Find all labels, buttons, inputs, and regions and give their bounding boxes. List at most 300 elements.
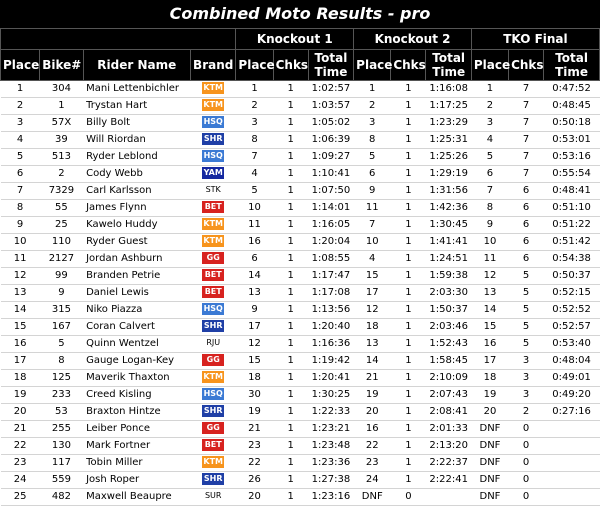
table-row: [1, 149, 600, 166]
table-cell: 25: [40, 217, 83, 234]
table-cell: 8: [1, 200, 40, 217]
table-cell: 16: [471, 336, 508, 353]
table-cell: 21: [236, 421, 273, 438]
table-cell: 0: [509, 438, 544, 455]
brand-badge: SHR: [203, 321, 223, 330]
table-cell: 20: [236, 489, 273, 506]
table-cell: 1:29:19: [426, 166, 471, 183]
table-row: [1, 251, 600, 268]
table-cell: 1: [391, 285, 426, 302]
table-cell: 4: [236, 166, 273, 183]
table-cell: 1: [273, 149, 308, 166]
rider-name: Braxton Hintze: [83, 404, 190, 421]
table-cell: 0:52:57: [544, 319, 600, 336]
table-cell: 0: [509, 421, 544, 438]
table-cell: 1:13:56: [308, 302, 353, 319]
brand-cell: [190, 200, 235, 217]
table-cell: 1:17:47: [308, 268, 353, 285]
table-cell: 17: [354, 285, 391, 302]
table-cell: 57X: [40, 115, 83, 132]
rider-name: Niko Piazza: [83, 302, 190, 319]
brand-cell: [190, 251, 235, 268]
table-cell: 15: [471, 319, 508, 336]
table-cell: 6: [509, 183, 544, 200]
table-cell: 18: [471, 370, 508, 387]
brand-badge: GG: [202, 422, 224, 434]
table-cell: 5: [354, 149, 391, 166]
brand-badge: BET: [202, 439, 224, 451]
table-cell: DNF: [471, 489, 508, 506]
table-cell: 6: [509, 217, 544, 234]
table-cell: 233: [40, 387, 83, 404]
rider-name: Jordan Ashburn: [83, 251, 190, 268]
table-cell: 304: [40, 81, 83, 98]
table-cell: 130: [40, 438, 83, 455]
table-cell: 2:13:20: [426, 438, 471, 455]
table-cell: 1:42:36: [426, 200, 471, 217]
brand-cell: [190, 234, 235, 251]
table-cell: 1: [273, 438, 308, 455]
brand-cell: [190, 183, 235, 200]
rider-name: Josh Roper: [83, 472, 190, 489]
table-cell: 53: [40, 404, 83, 421]
table-cell: 5: [509, 319, 544, 336]
table-cell: 1: [391, 251, 426, 268]
table-cell: 1:50:37: [426, 302, 471, 319]
brand-badge: SHR: [203, 134, 223, 143]
table-cell: 1:14:01: [308, 200, 353, 217]
table-row: [1, 234, 600, 251]
table-cell: 19: [354, 387, 391, 404]
table-cell: 19: [236, 404, 273, 421]
table-cell: 11: [354, 200, 391, 217]
table-row: [1, 200, 600, 217]
table-cell: 1:06:39: [308, 132, 353, 149]
table-cell: 1: [391, 370, 426, 387]
table-cell: 1: [391, 98, 426, 115]
table-cell: 1: [273, 421, 308, 438]
brand-badge: KTM: [203, 100, 224, 109]
table-cell: 5: [471, 149, 508, 166]
table-cell: 7: [509, 115, 544, 132]
rider-name: Coran Calvert: [83, 319, 190, 336]
table-cell: 5: [509, 268, 544, 285]
table-cell: 167: [40, 319, 83, 336]
brand-cell: [190, 98, 235, 115]
table-cell: 7: [509, 166, 544, 183]
table-cell: 1: [273, 132, 308, 149]
page-title: Combined Moto Results - pro: [0, 0, 600, 28]
table-cell: 23: [1, 455, 40, 472]
table-cell: 13: [236, 285, 273, 302]
table-cell: 16: [1, 336, 40, 353]
table-cell: 0:49:01: [544, 370, 600, 387]
brand-cell: [190, 421, 235, 438]
table-cell: 20: [1, 404, 40, 421]
table-cell: 1: [273, 353, 308, 370]
table-cell: 10: [354, 234, 391, 251]
column-header: Place: [354, 50, 391, 81]
table-row: [1, 115, 600, 132]
table-cell: 0: [391, 489, 426, 506]
table-cell: 1:03:57: [308, 98, 353, 115]
rider-name: Creed Kisling: [83, 387, 190, 404]
table-row: [1, 81, 600, 98]
table-cell: 1:16:36: [308, 336, 353, 353]
rider-name: Trystan Hart: [83, 98, 190, 115]
table-cell: 23: [354, 455, 391, 472]
brand-cell: [190, 319, 235, 336]
table-cell: 1: [391, 149, 426, 166]
brand-cell: [190, 370, 235, 387]
table-cell: 1: [391, 200, 426, 217]
brand-badge: YAM: [203, 168, 223, 177]
column-header: Bike#: [40, 50, 83, 81]
table-cell: 0:48:45: [544, 98, 600, 115]
table-cell: 1: [273, 370, 308, 387]
table-cell: 2: [1, 98, 40, 115]
table-cell: 1: [391, 387, 426, 404]
table-cell: 99: [40, 268, 83, 285]
rider-name: Carl Karlsson: [83, 183, 190, 200]
table-cell: 1:23:21: [308, 421, 353, 438]
brand-cell: [190, 353, 235, 370]
column-header: Total Time: [426, 50, 471, 81]
rider-name: Cody Webb: [83, 166, 190, 183]
table-cell: 6: [236, 251, 273, 268]
brand-cell: [190, 217, 235, 234]
table-cell: 1: [391, 183, 426, 200]
table-cell: 7329: [40, 183, 83, 200]
brand-cell: [190, 387, 235, 404]
table-cell: 3: [509, 387, 544, 404]
brand-badge: HSQ: [203, 151, 223, 160]
table-cell: 15: [354, 268, 391, 285]
table-cell: 1: [273, 251, 308, 268]
brand-badge: STK: [205, 185, 221, 194]
table-cell: 8: [236, 132, 273, 149]
table-cell: 2127: [40, 251, 83, 268]
table-cell: 2: [236, 98, 273, 115]
table-cell: 3: [1, 115, 40, 132]
table-cell: 14: [1, 302, 40, 319]
table-cell: 13: [471, 285, 508, 302]
column-header: Total Time: [544, 50, 600, 81]
brand-cell: [190, 336, 235, 353]
table-cell: 0:53:40: [544, 336, 600, 353]
brand-badge: BET: [202, 286, 224, 298]
column-header: Place: [236, 50, 273, 81]
table-cell: 1: [273, 98, 308, 115]
table-cell: 1:52:43: [426, 336, 471, 353]
brand-badge: KTM: [203, 457, 224, 466]
brand-badge: SUR: [204, 491, 222, 500]
table-cell: 23: [236, 438, 273, 455]
table-cell: 1: [273, 319, 308, 336]
brand-badge: KTM: [203, 83, 224, 92]
table-cell: 7: [471, 183, 508, 200]
rider-name: Leiber Ponce: [83, 421, 190, 438]
table-row: [1, 302, 600, 319]
table-cell: 1: [1, 81, 40, 98]
table-row: [1, 353, 600, 370]
table-row: [1, 387, 600, 404]
table-cell: 0:48:41: [544, 183, 600, 200]
table-cell: 18: [236, 370, 273, 387]
brand-cell: [190, 166, 235, 183]
table-cell: 1:30:45: [426, 217, 471, 234]
table-cell: 0:49:20: [544, 387, 600, 404]
group-spacer: [1, 29, 236, 50]
column-header: Chks: [391, 50, 426, 81]
table-cell: 1: [391, 353, 426, 370]
brand-badge: HSQ: [203, 389, 223, 398]
table-cell: 12: [1, 268, 40, 285]
table-cell: 16: [236, 234, 273, 251]
brand-cell: [190, 489, 235, 506]
column-header: Brand: [190, 50, 235, 81]
table-row: [1, 183, 600, 200]
brand-badge: KTM: [203, 236, 224, 245]
table-cell: 1: [391, 472, 426, 489]
table-row: [1, 370, 600, 387]
table-cell: 1: [273, 489, 308, 506]
table-cell: 0:27:16: [544, 404, 600, 421]
table-cell: 1:05:02: [308, 115, 353, 132]
table-cell: 6: [509, 251, 544, 268]
table-row: [1, 285, 600, 302]
table-cell: 2:07:43: [426, 387, 471, 404]
table-cell: 11: [236, 217, 273, 234]
column-header: Place: [471, 50, 508, 81]
rider-name: Will Riordan: [83, 132, 190, 149]
table-cell: 1:10:41: [308, 166, 353, 183]
table-cell: 2:08:41: [426, 404, 471, 421]
table-cell: 1:25:26: [426, 149, 471, 166]
rider-name: Quinn Wentzel: [83, 336, 190, 353]
table-cell: 7: [1, 183, 40, 200]
table-cell: 20: [471, 404, 508, 421]
rider-name: Maxwell Beaupre: [83, 489, 190, 506]
table-cell: 14: [354, 353, 391, 370]
table-cell: DNF: [471, 421, 508, 438]
table-cell: 39: [40, 132, 83, 149]
table-cell: 1:20:41: [308, 370, 353, 387]
table-cell: 1:23:36: [308, 455, 353, 472]
table-cell: 1: [391, 115, 426, 132]
brand-badge: HSQ: [203, 304, 223, 313]
table-cell: 18: [354, 319, 391, 336]
table-cell: [544, 455, 600, 472]
table-cell: 15: [1, 319, 40, 336]
table-cell: 7: [236, 149, 273, 166]
table-cell: 18: [1, 370, 40, 387]
table-cell: 55: [40, 200, 83, 217]
table-cell: 2:03:30: [426, 285, 471, 302]
rider-name: Daniel Lewis: [83, 285, 190, 302]
table-cell: 0:50:18: [544, 115, 600, 132]
table-cell: 1:31:56: [426, 183, 471, 200]
brand-badge: HSQ: [203, 117, 223, 126]
table-cell: 1: [471, 81, 508, 98]
table-cell: 0:51:22: [544, 217, 600, 234]
table-cell: 2:03:46: [426, 319, 471, 336]
table-cell: DNF: [471, 455, 508, 472]
brand-cell: [190, 455, 235, 472]
brand-badge: KTM: [203, 219, 224, 228]
table-cell: 3: [354, 115, 391, 132]
table-cell: 1:20:04: [308, 234, 353, 251]
table-cell: 1:09:27: [308, 149, 353, 166]
table-cell: 12: [236, 336, 273, 353]
table-cell: 1: [391, 217, 426, 234]
table-cell: 6: [1, 166, 40, 183]
table-cell: 0:47:52: [544, 81, 600, 98]
table-cell: 1:30:25: [308, 387, 353, 404]
rider-name: Gauge Logan-Key: [83, 353, 190, 370]
table-row: [1, 319, 600, 336]
table-cell: 1:16:05: [308, 217, 353, 234]
table-cell: 110: [40, 234, 83, 251]
brand-cell: [190, 438, 235, 455]
table-cell: 0:51:42: [544, 234, 600, 251]
table-cell: 7: [509, 98, 544, 115]
table-cell: 1: [391, 166, 426, 183]
table-cell: 21: [1, 421, 40, 438]
table-cell: 1:17:25: [426, 98, 471, 115]
table-cell: 1: [391, 81, 426, 98]
table-cell: 2: [471, 98, 508, 115]
table-cell: 2: [354, 98, 391, 115]
table-cell: 1: [391, 421, 426, 438]
table-cell: 0: [509, 489, 544, 506]
table-cell: 3: [236, 115, 273, 132]
table-cell: 1: [391, 336, 426, 353]
table-cell: 1: [273, 217, 308, 234]
table-cell: 5: [1, 149, 40, 166]
table-cell: 10: [471, 234, 508, 251]
table-row: [1, 166, 600, 183]
table-cell: 19: [1, 387, 40, 404]
table-cell: 2:22:41: [426, 472, 471, 489]
table-row: [1, 421, 600, 438]
table-cell: 1: [273, 268, 308, 285]
brand-cell: [190, 404, 235, 421]
table-cell: 1: [354, 81, 391, 98]
table-cell: 1: [273, 200, 308, 217]
table-cell: 1:59:38: [426, 268, 471, 285]
table-cell: 17: [236, 319, 273, 336]
table-row: [1, 438, 600, 455]
column-header: Chks: [509, 50, 544, 81]
table-cell: 1:22:33: [308, 404, 353, 421]
table-cell: 1:25:31: [426, 132, 471, 149]
table-row: [1, 217, 600, 234]
brand-badge: RJU: [206, 338, 221, 347]
rider-name: Mark Fortner: [83, 438, 190, 455]
brand-cell: [190, 268, 235, 285]
table-cell: 125: [40, 370, 83, 387]
table-cell: 6: [354, 166, 391, 183]
table-cell: 9: [236, 302, 273, 319]
table-cell: 12: [354, 302, 391, 319]
table-cell: 1: [391, 234, 426, 251]
table-cell: 1:24:51: [426, 251, 471, 268]
brand-badge: SHR: [203, 406, 223, 415]
brand-badge: GG: [202, 252, 224, 264]
table-cell: 9: [40, 285, 83, 302]
table-cell: 1: [391, 455, 426, 472]
table-cell: 0:54:38: [544, 251, 600, 268]
table-cell: 7: [509, 132, 544, 149]
table-cell: 3: [471, 115, 508, 132]
table-cell: 13: [354, 336, 391, 353]
table-cell: 1: [273, 336, 308, 353]
rider-name: Tobin Miller: [83, 455, 190, 472]
brand-badge: BET: [202, 269, 224, 281]
table-cell: 1: [391, 268, 426, 285]
table-cell: 1:19:42: [308, 353, 353, 370]
table-cell: 1: [391, 319, 426, 336]
table-cell: 3: [509, 370, 544, 387]
table-cell: 7: [509, 149, 544, 166]
table-cell: 9: [354, 183, 391, 200]
rider-name: Billy Bolt: [83, 115, 190, 132]
table-row: [1, 472, 600, 489]
table-cell: 11: [1, 251, 40, 268]
results-table: [0, 28, 600, 506]
table-cell: DNF: [354, 489, 391, 506]
table-cell: 3: [509, 353, 544, 370]
table-cell: 1:27:38: [308, 472, 353, 489]
group-knockout-2: Knockout 2: [354, 29, 472, 50]
table-cell: 25: [1, 489, 40, 506]
table-cell: 2:01:33: [426, 421, 471, 438]
table-cell: 12: [471, 268, 508, 285]
table-cell: 1: [273, 166, 308, 183]
table-cell: 1: [273, 183, 308, 200]
rider-name: Maverik Thaxton: [83, 370, 190, 387]
table-cell: 4: [471, 132, 508, 149]
table-cell: 482: [40, 489, 83, 506]
brand-cell: [190, 81, 235, 98]
table-cell: 10: [236, 200, 273, 217]
brand-badge: KTM: [203, 372, 224, 381]
rider-name: James Flynn: [83, 200, 190, 217]
rider-name: Ryder Leblond: [83, 149, 190, 166]
table-cell: 1: [273, 455, 308, 472]
table-row: [1, 98, 600, 115]
table-cell: 9: [471, 217, 508, 234]
table-cell: 5: [40, 336, 83, 353]
table-cell: 1: [273, 302, 308, 319]
table-cell: 5: [509, 302, 544, 319]
rider-name: Kawelo Huddy: [83, 217, 190, 234]
table-cell: 1: [236, 81, 273, 98]
table-cell: 7: [354, 217, 391, 234]
table-cell: 255: [40, 421, 83, 438]
table-cell: 0:50:37: [544, 268, 600, 285]
table-cell: 24: [354, 472, 391, 489]
table-row: [1, 336, 600, 353]
table-cell: 0:51:10: [544, 200, 600, 217]
table-cell: 0:53:16: [544, 149, 600, 166]
table-cell: 1:17:08: [308, 285, 353, 302]
table-cell: 2:10:09: [426, 370, 471, 387]
brand-badge: SHR: [203, 474, 223, 483]
table-cell: 1:08:55: [308, 251, 353, 268]
table-cell: [544, 421, 600, 438]
